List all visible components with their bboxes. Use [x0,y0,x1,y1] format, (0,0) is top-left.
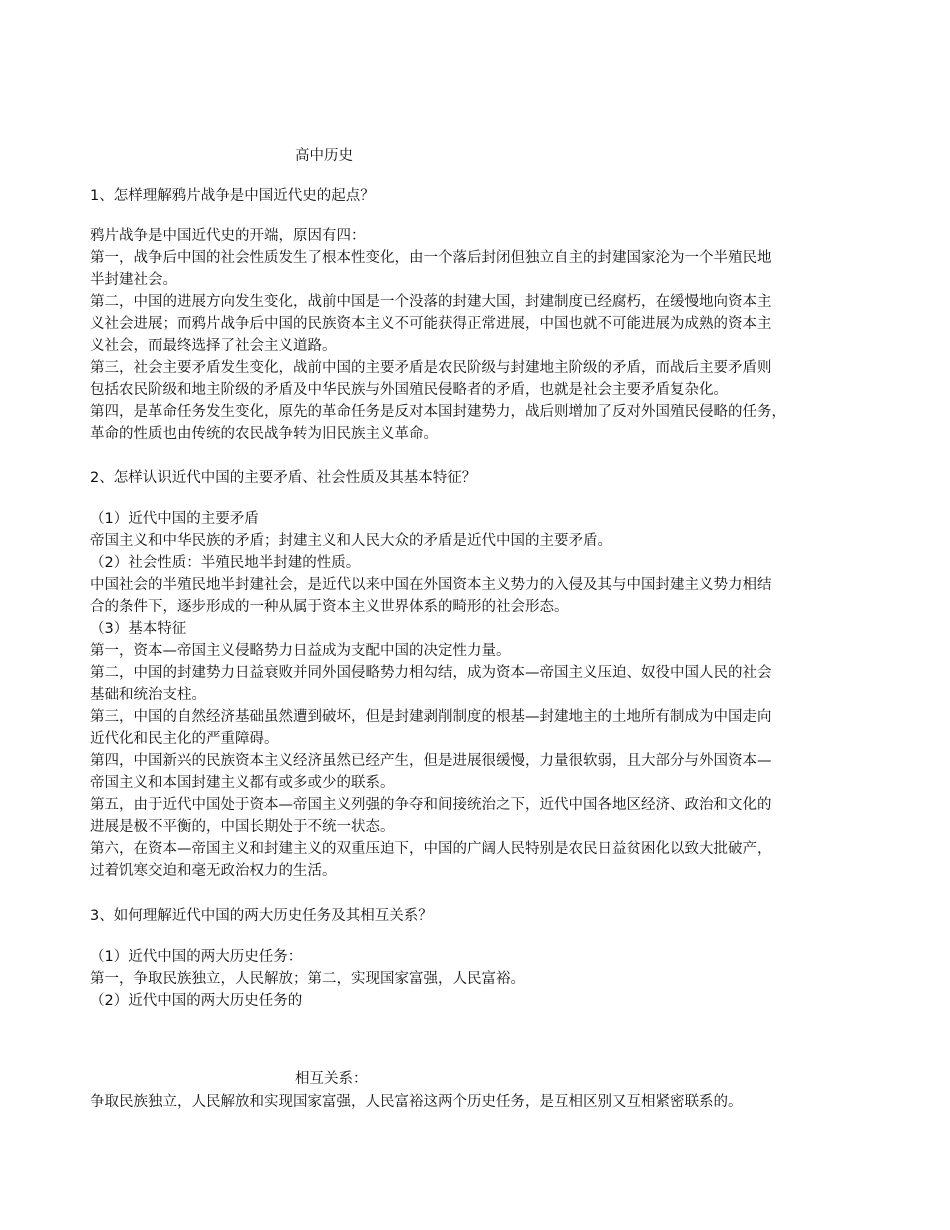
paragraph-line: 进展是极不平衡的，中国长期处于不统一状态。 [90,819,395,835]
paragraph-line: 第二，中国的封建势力日益衰败并同外国侵略势力相勾结，成为资本—帝国主义压迫、奴役中国人民的社会 [90,665,772,681]
paragraph-line: 第四，是革命任务发生变化，原先的革命任务是反对本国封建势力，战后则增加了反对外国殖民侵略的任务， [90,404,786,420]
question-text: 1、怎样理解鸦片战争是中国近代史的起点？ [90,188,375,204]
paragraph-line: 合的条件下，逐步形成的一种从属于资本主义世界体系的畸形的社会形态。 [90,599,569,615]
question-text: 3、如何理解近代中国的两大历史任务及其相互关系？ [90,908,433,924]
paragraph-line: 第三，社会主要矛盾发生变化，战前中国的主要矛盾是农民阶级与封建地主阶级的矛盾，而战后主要矛盾则 [90,360,772,376]
paragraph-line: 第二，中国的进展方向发生变化，战前中国是一个没落的封建大国，封建制度已经腐朽，在缓慢地向资本主 [90,294,772,310]
document-title: 高中历史 [295,148,353,164]
paragraph-line: 第五，由于近代中国处于资本—帝国主义列强的争夺和间接统治之下，近代中国各地区经济、政治和文化的 [90,797,772,813]
paragraph-line: （2）近代中国的两大历史任务的 [90,993,303,1009]
paragraph-line: 第一，争取民族独立，人民解放；第二，实现国家富强，人民富裕。 [90,971,525,987]
paragraph-line: 基础和统治支柱。 [90,687,206,703]
paragraph-line: 帝国主义和本国封建主义都有或多或少的联系。 [90,775,395,791]
paragraph-line: 第四，中国新兴的民族资本主义经济虽然已经产生，但是进展很缓慢，力量很软弱，且大部分与外国资本— [90,753,772,769]
paragraph-line: 包括农民阶级和地主阶级的矛盾及中华民族与外国殖民侵略者的矛盾，也就是社会主要矛盾复杂化。 [90,382,728,398]
document-page [90,0,870,1230]
paragraph-line: （1）近代中国的两大历史任务： [90,949,303,965]
paragraph-line: 第三，中国的自然经济基础虽然遭到破坏，但是封建剥削制度的根基—封建地主的土地所有制成为中国走向 [90,709,772,725]
answer-3-final [90,1091,870,1113]
paragraph-line: （2）社会性质：半殖民地半封建的性质。 [90,555,361,571]
paragraph-line: 中国社会的半殖民地半封建社会，是近代以来中国在外国资本主义势力的入侵及其与中国封建主义势力相结 [90,577,772,593]
paragraph-line: （1）近代中国的主要矛盾 [90,511,259,527]
paragraph-line: 革命的性质也由传统的农民战争转为旧民族主义革命。 [90,426,438,442]
paragraph-line: 帝国主义和中华民族的矛盾；封建主义和人民大众的矛盾是近代中国的主要矛盾。 [90,533,612,549]
paragraph-line: 近代化和民主化的严重障碍。 [90,731,279,747]
paragraph-line: 鸦片战争是中国近代史的开端，原因有四： [90,228,366,244]
paragraph-line: 争取民族独立，人民解放和实现国家富强，人民富裕这两个历史任务，是互相区别又互相紧密联系的。 [90,1094,743,1110]
paragraph-line: 义社会进展；而鸦片战争后中国的民族资本主义不可能获得正常进展，中国也就不可能进展为成熟的资本主 [90,316,772,332]
answer-1-body [90,225,870,445]
question-1-heading [90,185,870,207]
answer-3-body [90,946,870,1012]
paragraph-line: 义社会，而最终选择了社会主义道路。 [90,338,337,354]
paragraph-line: 过着饥寒交迫和毫无政治权力的生活。 [90,863,337,879]
paragraph-line: 第六，在资本—帝国主义和封建主义的双重压迫下，中国的广阔人民特别是农民日益贫困化以致大批破产， [90,841,772,857]
question-2-heading [90,467,870,489]
section-subtitle: 相互关系： [295,1071,368,1087]
question-text: 2、怎样认识近代中国的主要矛盾、社会性质及其基本特征？ [90,470,477,486]
question-3-heading [90,905,870,927]
paragraph-line: 第一，资本—帝国主义侵略势力日益成为支配中国的决定性力量。 [90,643,511,659]
paragraph-line: （3）基本特征 [90,621,187,637]
paragraph-line: 第一，战争后中国的社会性质发生了根本性变化，由一个落后封闭但独立自主的封建国家沦为一个半殖民地 [90,250,772,266]
answer-2-body [90,508,870,882]
paragraph-line: 半封建社会。 [90,272,177,288]
